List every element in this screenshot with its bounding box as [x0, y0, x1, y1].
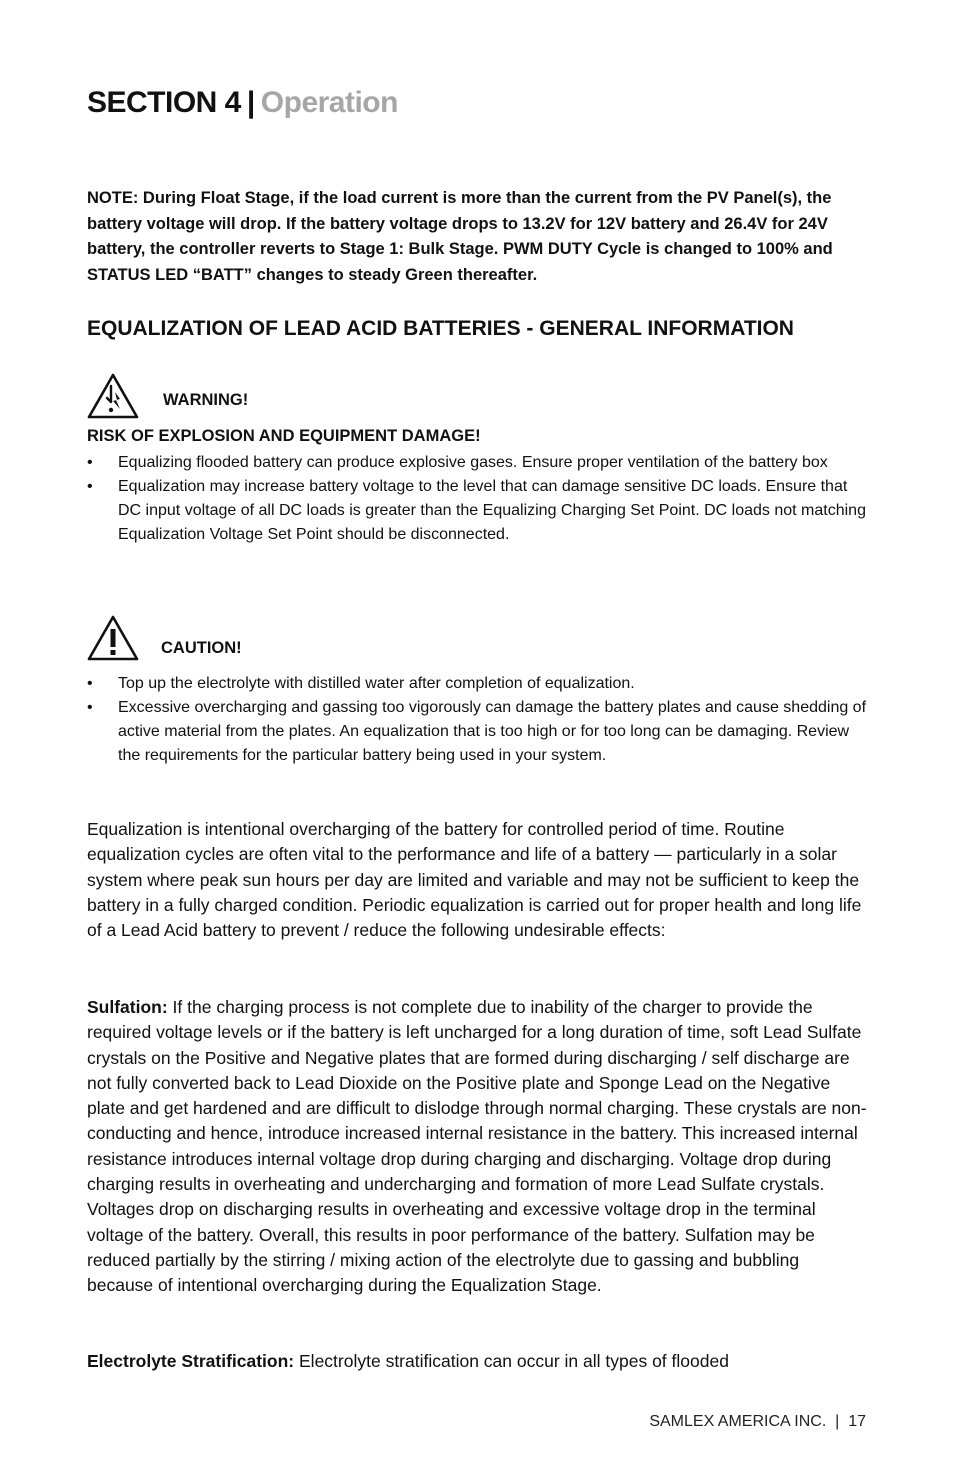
float-stage-note: NOTE: During Float Stage, if the load current is more than the current from the PV Panel(s), the battery voltage will drop. If the battery voltage drops to 13.2V for 12V battery and 26.4V for 24V battery, the controller reverts to Stage 1: Bulk Stage. PWM DUTY Cycle is changed to 100% and STATUS LED “BATT” changes to steady Green thereafter. [87, 189, 833, 284]
sulfation-text: If the charging process is not complete due to inability of the charger to provide the required voltage levels or if the battery is left uncharged for a long duration of time, soft Lead Sulfate crystals on the Positive and Negative plates that are formed during discharging / self discharge are not fully converted back to Lead Dioxide on the Positive plate and Sponge Lead on the Negative plate and get hardened and are difficult to dislodge through normal charging. These crystals are non-conducting and hence, introduce increased internal resistance in the battery. This increased internal resistance introduces internal voltage drop during charging and discharging. Voltage drop during charging results in overheating and undercharging and formation of more Lead Sulfate crystals. Voltages drop on discharging results in overheating and excessive voltage drop in the terminal voltage of the battery. Overall, this results in poor performance of the battery. Sulfation may be reduced partially by the stirring / mixing action of the electrolyte due to gassing and bubbling because of intentional overcharging during the Equalization Stage. [87, 997, 867, 1296]
page-footer [649, 1413, 866, 1431]
stratification-paragraph [87, 1349, 867, 1374]
page-number: 17 [848, 1413, 866, 1430]
caution-item: • Top up the electrolyte with distilled water after completion of equalization. [87, 672, 867, 696]
section-title [87, 86, 398, 120]
caution-list [87, 672, 867, 768]
stratification-text: Electrolyte stratification can occur in all types of flooded [294, 1351, 729, 1371]
section-number: SECTION 4 [87, 86, 241, 119]
caution-item: • Excessive overcharging and gassing too vigorously can damage the battery plates and cause shedding of active material from the plates. An equalization that is too high or for too long can be damaging. Review the requirements for the particular battery being used in your system. [87, 696, 867, 768]
stratification-term: Electrolyte Stratification: [87, 1351, 295, 1371]
warning-list [87, 451, 867, 547]
title-separator: | [246, 86, 255, 119]
warning-label: WARNING! [163, 391, 249, 409]
equalization-intro: Equalization is intentional overcharging of the battery for controlled period of time. Routine equalization cycles are often vital to the performance and life of a battery — particularly in a solar system where peak sun hours per day are limited and variable and may not be sufficient to keep the battery in a fully charged condition. Periodic equalization is carried out for proper health and long life of a Lead Acid battery to prevent / reduce the following undesirable effects: [87, 819, 862, 941]
footer-company: SAMLEX AMERICA INC. [649, 1413, 827, 1430]
explosion-warning-icon [86, 372, 140, 420]
equalization-heading: EQUALIZATION OF LEAD ACID BATTERIES - GENERAL INFORMATION [87, 317, 794, 340]
sulfation-paragraph [87, 995, 867, 1299]
sulfation-term: Sulfation: [87, 997, 168, 1017]
exclamation-caution-icon [86, 614, 140, 662]
section-name: Operation [260, 86, 398, 119]
caution-label: CAUTION! [161, 639, 242, 657]
warning-item: • Equalization may increase battery voltage to the level that can damage sensitive DC loads. Ensure that DC input voltage of all DC loads is greater than the Equalizing Charging Set Point. DC loads not matching Equalization Voltage Set Point should be disconnected. [87, 475, 867, 547]
warning-subtitle: RISK OF EXPLOSION AND EQUIPMENT DAMAGE! [87, 427, 481, 445]
footer-separator: | [835, 1413, 840, 1430]
warning-item: • Equalizing flooded battery can produce explosive gases. Ensure proper ventilation of the battery box [87, 451, 867, 475]
